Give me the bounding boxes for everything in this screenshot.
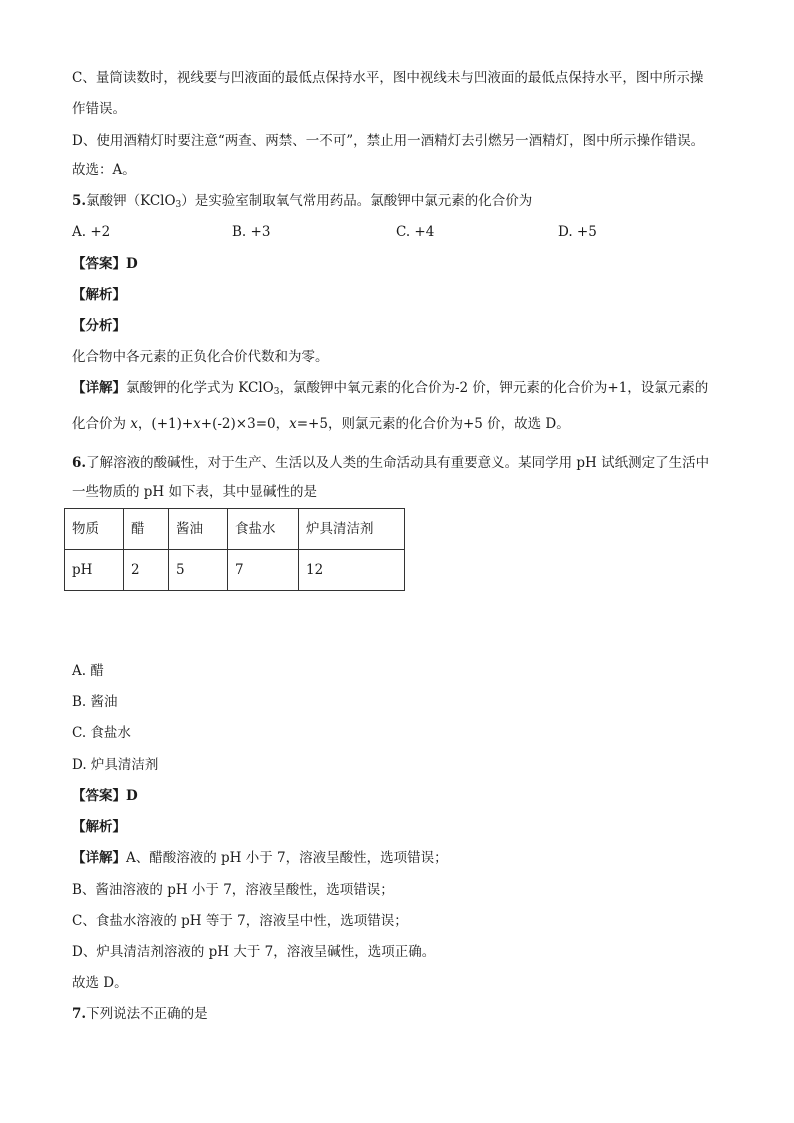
answer-row (72, 786, 138, 806)
text-line: C、量筒读数时，视线要与凹液面的最低点保持水平，图中视线未与凹液面的最低点保持水平，图中所示操 (72, 70, 704, 86)
math-expr: ，(+1)+ (137, 416, 194, 432)
answer-row (72, 254, 138, 274)
text-line: D、使用酒精灯时要注意“两查、两禁、一不可”，禁止用一酒精灯去引燃另一酒精灯，图中所示操作错误。 (72, 133, 705, 149)
conclusion: 故选 D。 (72, 975, 128, 991)
question-text: 了解溶液的酸碱性，对于生产、生活以及人类的生命活动具有重要意义。某同学用 pH 试纸测定了生活中 (86, 455, 710, 471)
math-expr: ， (275, 416, 290, 432)
detail-text: ，则氯元素的化合价为+5 价，故选 D。 (327, 416, 570, 432)
answer-label: 【答案】 (72, 256, 126, 272)
detail-text: 化合价为 (72, 416, 131, 432)
detail-label: 【详解】 (72, 850, 126, 866)
table-header-cell: 醋 (124, 509, 169, 550)
math-expr: +(-2)×3=0 (200, 416, 276, 432)
math-expr: =+5 (296, 416, 328, 432)
table-header-cell: 炉具清洁剂 (299, 509, 405, 550)
detail-line: B、酱油溶液的 pH 小于 7，溶液呈酸性，选项错误； (72, 882, 394, 898)
question-text: 氯酸钾（KClO (86, 193, 176, 209)
fenxi-text: 化合物中各元素的正负化合价代数和为零。 (72, 349, 329, 365)
subscript: 3 (175, 200, 182, 210)
detail-text: ，氯酸钾中氧元素的化合价为-2 价，钾元素的化合价为+1，设氯元素的 (279, 380, 709, 396)
table-row (65, 550, 405, 591)
option-d: D. +5 (558, 224, 597, 240)
question-5-stem (72, 191, 532, 211)
answer-value: D (126, 788, 138, 804)
table-cell: pH (65, 550, 124, 591)
table-cell: 2 (124, 550, 169, 591)
question-number: 6. (72, 455, 87, 471)
answer-label: 【答案】 (72, 788, 126, 804)
ph-table (64, 508, 405, 591)
question-number: 7. (72, 1006, 87, 1022)
option-d: D. 炉具清洁剂 (72, 757, 159, 773)
option-c: C. +4 (396, 224, 435, 240)
text-line: 故选：A。 (72, 162, 136, 178)
math-var: x (130, 416, 138, 432)
subscript: 3 (273, 387, 280, 397)
question-6-stem-2: 一些物质的 pH 如下表，其中显碱性的是 (72, 484, 317, 500)
table-header-cell: 食盐水 (228, 509, 299, 550)
analysis-label: 【解析】 (72, 819, 126, 835)
question-7-stem (72, 1004, 208, 1024)
table-cell: 12 (299, 550, 405, 591)
detail-line: C、食盐水溶液的 pH 等于 7，溶液呈中性，选项错误； (72, 913, 408, 929)
detail-text: 氯酸钾的化学式为 KClO (126, 380, 274, 396)
detail-line (72, 378, 708, 398)
table-cell: 5 (169, 550, 228, 591)
detail-line (72, 848, 448, 868)
question-text: 下列说法不正确的是 (86, 1006, 208, 1022)
text-line: 作错误。 (72, 101, 126, 117)
table-cell: 7 (228, 550, 299, 591)
table-header-cell: 物质 (65, 509, 124, 550)
option-a: A. 醋 (72, 663, 104, 679)
option-c: C. 食盐水 (72, 725, 131, 741)
fenxi-label: 【分析】 (72, 318, 126, 334)
question-text: ）是实验室制取氧气常用药品。氯酸钾中氯元素的化合价为 (181, 193, 533, 209)
table-row (65, 509, 405, 550)
option-b: B. 酱油 (72, 694, 118, 710)
question-number: 5. (72, 193, 87, 209)
detail-text: A、醋酸溶液的 pH 小于 7，溶液呈酸性，选项错误； (126, 850, 448, 866)
math-var: x (193, 416, 201, 432)
question-5-options (72, 222, 732, 242)
analysis-label: 【解析】 (72, 287, 126, 303)
option-b: B. +3 (232, 224, 271, 240)
question-6-stem (72, 453, 709, 473)
detail-line: D、炉具清洁剂溶液的 pH 大于 7，溶液呈碱性，选项正确。 (72, 944, 436, 960)
detail-label: 【详解】 (72, 380, 126, 396)
detail-line-2 (72, 414, 570, 434)
option-a: A. +2 (72, 224, 111, 240)
table-header-cell: 酱油 (169, 509, 228, 550)
math-var: x (289, 416, 297, 432)
answer-value: D (126, 256, 138, 272)
